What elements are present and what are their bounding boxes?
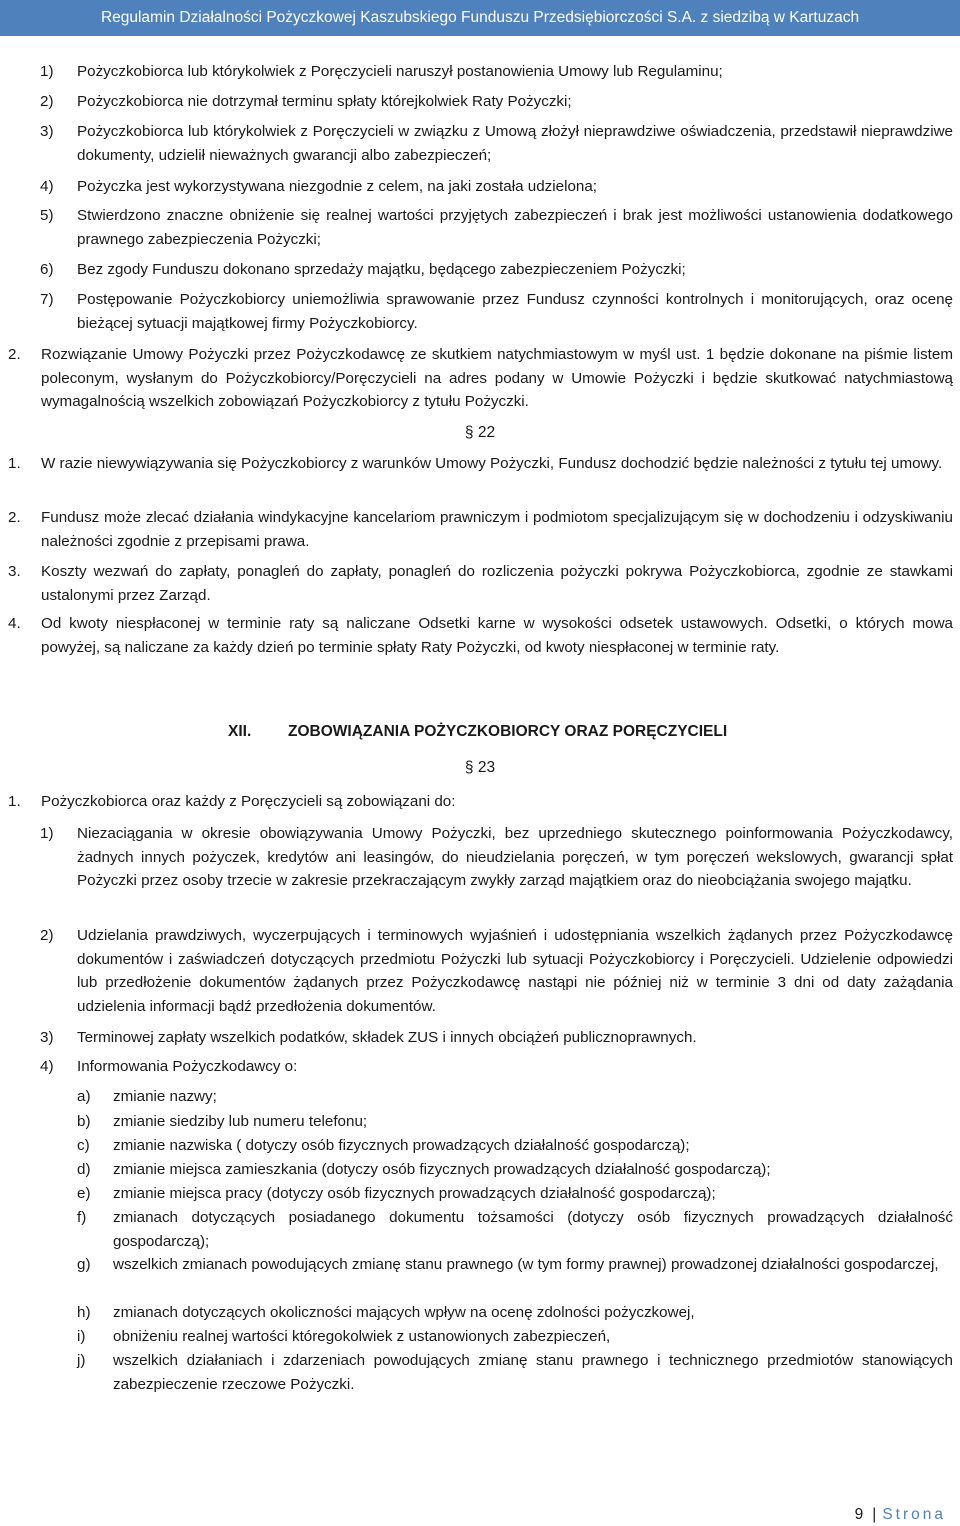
chapter-title: ZOBOWIĄZANIA POŻYCZKOBIORCY ORAZ PORĘCZYCIELI [288,723,728,740]
paragraph-number: 1. [8,793,21,810]
item-text: Pożyczkobiorca lub którykolwiek z Poręczycieli w związku z Umową złożył nieprawdziwe oświadczenia, przedstawił nieprawdziwe dokumenty, udzielił nieważnych gwarancji albo zabezpieczeń; [77,123,953,164]
item-text: Pożyczkobiorca lub którykolwiek z Poręczycieli naruszył postanowienia Umowy lub Regulaminu; [77,63,723,80]
item-text: Udzielania prawdziwych, wyczerpujących i terminowych wyjaśnień i udostępniania wszelkich żądanych przez Pożyczkodawcę dokumentów i zaświadczeń dotyczących przedmiotu Pożyczki lub sytuacji Pożyczkobiorcy i Poręczycieli. Udzielenie odpowiedzi lub przedłożenie dokumentów żądanych przez Pożyczkodawcę nastąpi nie później niż w terminie 3 dni od daty zażądania udzielenia informacji bądź przedłożenia dokumentów. [77,927,953,1015]
subitem-text: wszelkich zmianach powodujących zmianę stanu prawnego (w tym formy prawnej) prowadzonej działalności gospodarczej, [113,1256,939,1273]
page-word: Strona [882,1506,946,1523]
subitem-letter: d) [77,1161,91,1178]
item-number: 2) [40,927,54,944]
item-number: 2) [40,93,54,110]
item-number: 1) [40,825,54,842]
item-text: Pożyczkobiorca nie dotrzymał terminu spłaty którejkolwiek Raty Pożyczki; [77,93,572,110]
paragraph-number: 2. [8,346,21,363]
subitem-letter: c) [77,1137,90,1154]
subitem-letter: b) [77,1113,91,1130]
item-text: Pożyczka jest wykorzystywana niezgodnie z celem, na jaki została udzielona; [77,178,598,195]
item-number: 4) [40,178,54,195]
item-number: 5) [40,207,54,224]
paragraph-text: Pożyczkobiorca oraz każdy z Poręczycieli są zobowiązani do: [41,793,456,810]
paragraph-text: Rozwiązanie Umowy Pożyczki przez Pożyczkodawcę ze skutkiem natychmiastowym w myśl ust. 1 będzie dokonane na piśmie listem poleconym, wysłanym do Pożyczkobiorcy/Poręczycieli na adres podany w Umowie Pożyczki i będzie skutkować natychmiastową wymagalnością wszelkich zobowiązań Pożyczkobiorcy z tytułu Pożyczki. [41,346,953,410]
item-number: 6) [40,261,54,278]
item-text: Informowania Pożyczkodawcy o: [77,1058,298,1075]
item-number: 4) [40,1058,54,1075]
item-text: Bez zgody Funduszu dokonano sprzedaży majątku, będącego zabezpieczeniem Pożyczki; [77,261,686,278]
paragraph-text: Fundusz może zlecać działania windykacyjne kancelariom prawniczym i podmiotom specjalizującym się w dochodzeniu i odzyskiwaniu należności zgodnie z przepisami prawa. [41,509,953,550]
item-number: 3) [40,1029,54,1046]
paragraph-text: Koszty wezwań do zapłaty, ponagleń do zapłaty, ponagleń do rozliczenia pożyczki pokrywa Pożyczkobiorca, zgodnie ze stawkami ustalonymi przez Zarząd. [41,563,953,604]
section-title: § 22 [464,424,496,441]
document-title: Regulamin Działalności Pożyczkowej Kaszubskiego Funduszu Przedsiębiorczości S.A. z siedzibą w Kartuzach [100,9,860,26]
subitem-text: obniżeniu realnej wartości któregokolwiek z ustanowionych zabezpieczeń, [113,1328,611,1345]
subitem-letter: g) [77,1256,91,1273]
paragraph-number: 3. [8,563,21,580]
page-header [0,0,960,36]
item-number: 3) [40,123,54,140]
subitem-letter: e) [77,1185,91,1202]
item-text: Niezaciągania w okresie obowiązywania Umowy Pożyczki, bez uprzedniego skutecznego poinformowania Pożyczkodawcy, żadnych innych pożyczek, kredytów ani leasingów, do nieudzielania poręczeń, w tym poręczeń wekslowych, gwarancji spłat Pożyczki przez osoby trzecie w zakresie przekraczającym zwykły zarząd majątkiem oraz do nieobciążania swojego majątku. [77,825,953,889]
subitem-letter: i) [77,1328,86,1345]
paragraph-number: 1. [8,455,21,472]
paragraph-number: 2. [8,509,21,526]
item-text: Stwierdzono znaczne obniżenie się realnej wartości przyjętych zabezpieczeń i brak jest możliwości ustanowienia dodatkowego prawnego zabezpieczenia Pożyczki; [77,207,953,248]
subitem-text: zmianie siedziby lub numeru telefonu; [113,1113,368,1130]
paragraph-number: 4. [8,615,21,632]
subitem-text: zmianie miejsca zamieszkania (dotyczy osób fizycznych prowadzących działalność gospodarczą); [113,1161,771,1178]
page-number: 9 [854,1506,867,1523]
item-text: Postępowanie Pożyczkobiorcy uniemożliwia sprawowanie przez Fundusz czynności kontrolnych i monitorujących, oraz ocenę bieżącej sytuacji majątkowej firmy Pożyczkobiorcy. [77,291,953,332]
subitem-text: zmianie nazwiska ( dotyczy osób fizycznych prowadzących działalność gospodarczą); [113,1137,690,1154]
subitem-letter: f) [77,1209,87,1226]
section-title: § 23 [464,759,496,776]
subitem-text: wszelkich działaniach i zdarzeniach powodujących zmianę stanu prawnego i technicznego przedmiotów stanowiących zabezpieczenie rzeczowe Pożyczki. [113,1352,953,1393]
subitem-text: zmianie miejsca pracy (dotyczy osób fizycznych prowadzących działalność gospodarczą); [113,1185,716,1202]
subitem-text: zmianach dotyczących posiadanego dokumentu tożsamości (dotyczy osób fizycznych prowadzących działalność gospodarczą); [113,1209,953,1250]
page-footer [855,1503,946,1526]
footer-separator: | [872,1506,877,1523]
subitem-text: zmianie nazwy; [113,1088,217,1105]
subitem-letter: a) [77,1088,91,1105]
paragraph-text: W razie niewywiązywania się Pożyczkobiorcy z warunków Umowy Pożyczki, Fundusz dochodzić będzie należności z tytułu tej umowy. [41,455,943,472]
paragraph-text: Od kwoty niespłaconej w terminie raty są naliczane Odsetki karne w wysokości odsetek ustawowych. Odsetki, o których mowa powyżej, są naliczane za każdy dzień po terminie spłaty Raty Pożyczki, od kwoty niespłaconej w terminie raty. [41,615,953,656]
subitem-letter: h) [77,1304,91,1321]
subitem-text: zmianach dotyczących okoliczności mających wpływ na ocenę zdolności pożyczkowej, [113,1304,695,1321]
item-number: 7) [40,291,54,308]
chapter-number: XII. [228,723,252,740]
item-text: Terminowej zapłaty wszelkich podatków, składek ZUS i innych obciążeń publicznoprawnych. [77,1029,697,1046]
subitem-letter: j) [77,1352,86,1369]
item-number: 1) [40,63,54,80]
